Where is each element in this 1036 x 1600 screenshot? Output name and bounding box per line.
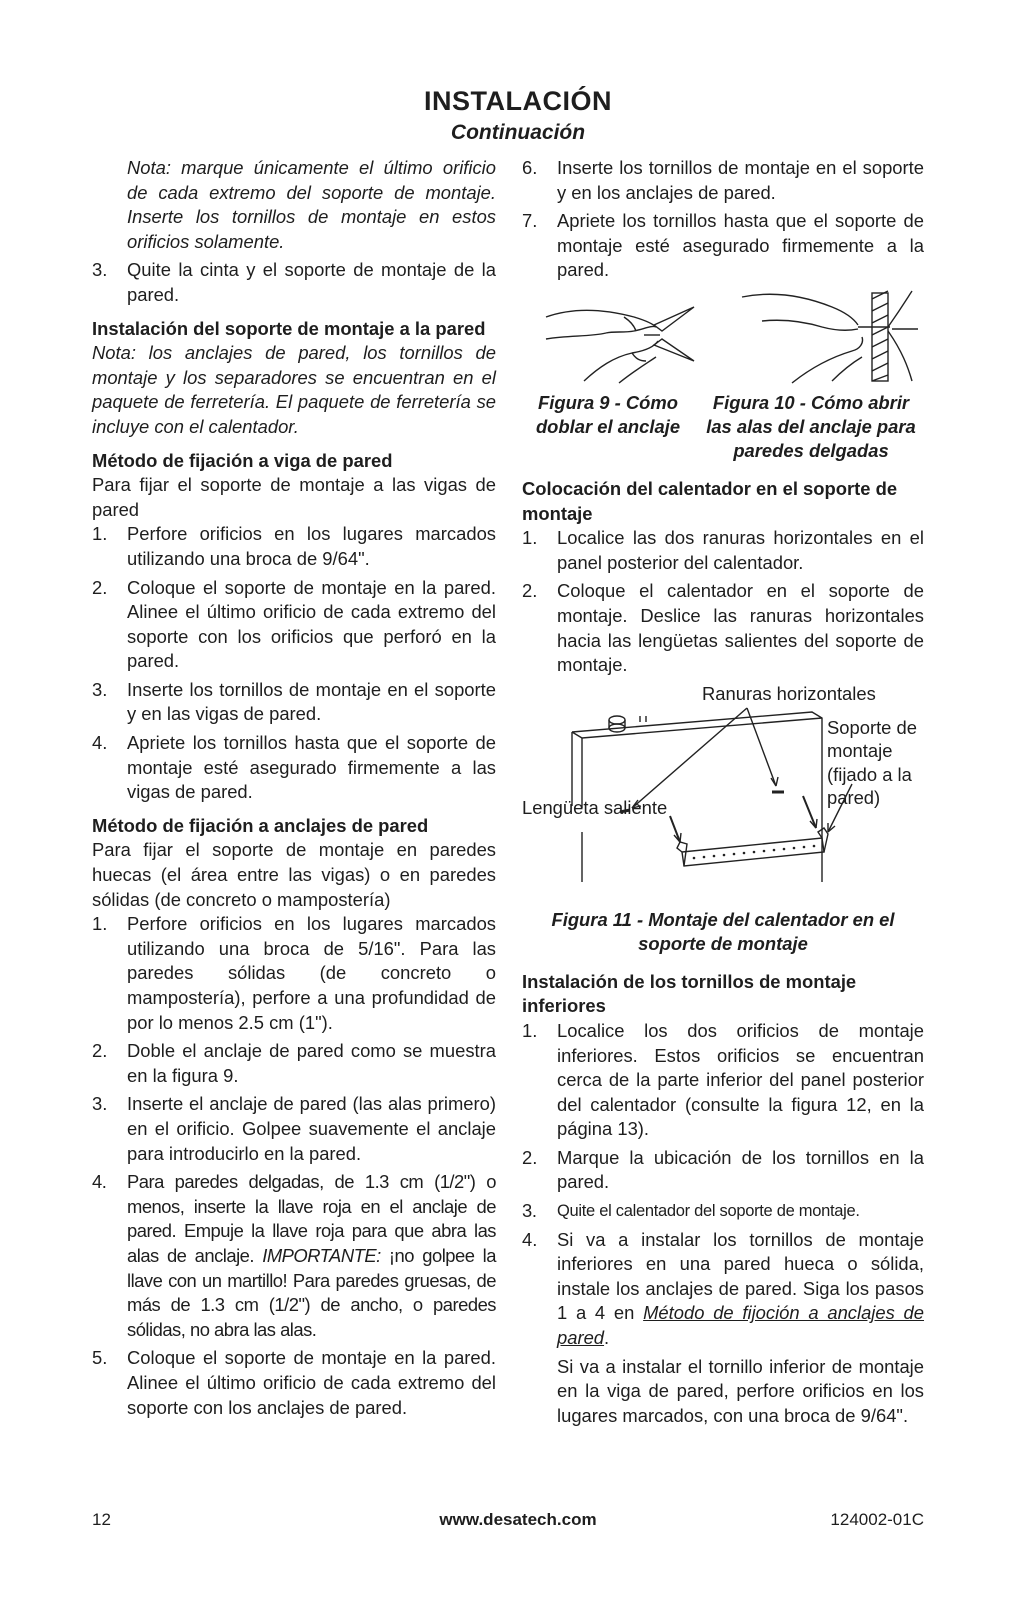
list-item: 3. Inserte el anclaje de pared (las alas primero) en el orificio. Golpee suavemente el anclaje para introducirlo en la pared. (92, 1093, 496, 1164)
document-code: 124002-01C (830, 1510, 924, 1529)
list-item: 1. Perfore orificios en los lugares marcados utilizando una broca de 9/64". (92, 523, 496, 569)
cross-reference-link[interactable]: Método de fijoción a anclajes de pared (557, 1302, 925, 1349)
list-item: 7. Apriete los tornillos hasta que el soporte de montaje esté asegurado firmemente a la pared. (522, 210, 924, 281)
fig11-illustration (522, 682, 924, 908)
fig9-illustration (544, 287, 724, 387)
list-item: 3. Inserte los tornillos de montaje en el soporte y en las vigas de pared. (92, 678, 496, 725)
list-item: 2. Doble el anclaje de pared como se muestra en la figura 9. (92, 1040, 496, 1086)
page-number: 12 (92, 1510, 111, 1529)
list-item: 3. Quite el calentador del soporte de montaje. (522, 1200, 860, 1222)
intro-paragraph: Para fijar el soporte de montaje en paredes huecas (el área entre las vigas) o en paredes sólidas (de concreto o mampostería) (92, 839, 496, 910)
steps-list (522, 1019, 924, 1429)
list-item: 2. Coloque el calentador en el soporte de montaje. Deslice las ranuras horizontales hacia las lengüetas salientes del soporte de montaje. (522, 580, 924, 676)
section-heading: Método de fijación a viga de pared (92, 449, 393, 471)
step4-second-paragraph: Si va a instalar el tornillo inferior de montaje en la viga de pared, perfore orificios en los lugares marcados, con una broca de 9/64". (557, 1355, 924, 1426)
section-heading: Instalación de los tornillos de montaje inferiores (522, 970, 857, 1017)
label-soporte: Soporte de montaje (fijado a la pared) (827, 716, 917, 809)
fig10-caption: Figura 10 - Cómo abrir las alas del anclaje para paredes delgadas (706, 391, 916, 461)
section-heading: Instalación del soporte de montaje a la pared (92, 317, 486, 339)
steps-list (92, 522, 496, 805)
list-item: 2. Marque la ubicación de los tornillos en la pared. (522, 1146, 924, 1193)
fig11-caption: Figura 11 - Montaje del calentador en el soporte de montaje (551, 908, 895, 954)
steps-list (522, 156, 924, 283)
list-item: 4. Apriete los tornillos hasta que el soporte de montaje esté asegurado firmemente a las vigas de pared. (92, 732, 496, 803)
steps-list (522, 526, 924, 678)
list-item: 6. Inserte los tornillos de montaje en el soporte y en los anclajes de pared. (522, 157, 924, 203)
list-item: 1. Perfore orificios en los lugares marcados utilizando una broca de 5/16". Para las paredes sólidas (de concreto o mampostería), perfore a una profundidad de por lo menos 2.5 cm (1"). (92, 913, 496, 1033)
list-item: 1. Localice las dos ranuras horizontales en el panel posterior del calentador. (522, 527, 924, 573)
fig10-illustration (722, 287, 922, 387)
list-item: 4. Si va a instalar los tornillos de montaje inferiores en una pared hueca o sólida, instale los anclajes de pared. Siga los pasos 1 a 4 en Método de fijoción a anclajes de pared. Si va a instalar el tornillo inferior de montaje en la viga de pared, perfore orificios en los lugares marcados, con una broca de 9/64". (522, 1228, 924, 1429)
note-paragraph: Nota: marque únicamente el último orificio de cada extremo del soporte de montaje. Inserte los tornillos de montaje en estos orificios solamente. (127, 157, 496, 252)
label-ranuras: Ranuras horizontales (702, 682, 876, 704)
list-item: 4. Para paredes delgadas, de 1.3 cm (1/2") o menos, inserte la llave roja en el anclaje de pared. Empuje la llave roja para que abra las alas de anclaje. IMPORTANTE: ¡no golpee la llave con un martillo! Para paredes gruesas, de más de 1.3 cm (1/2") de ancho, o paredes sólidas, no abra las alas. (92, 1171, 496, 1340)
fig9-caption: Figura 9 - Cómo doblar el anclaje (535, 391, 681, 437)
list-item: 1. Localice los dos orificios de montaje inferiores. Estos orificios se encuentran cerca de la parte inferior del panel posterior del calentador (consulte la figura 12, en la página 13). (522, 1019, 924, 1140)
list-item: 3. Quite la cinta y el soporte de montaje de la pared. (92, 259, 496, 305)
figures-9-10 (522, 287, 924, 468)
note-paragraph: Nota: los anclajes de pared, los tornillos de montaje y los separadores se encuentran en el paquete de ferretería. El paquete de ferretería se incluye con el calentador. (92, 342, 496, 437)
page-subtitle: Continuación (450, 121, 586, 144)
intro-paragraph: Para fijar el soporte de montaje a las vigas de pared (92, 474, 496, 520)
steps-list (92, 912, 496, 1420)
page-title: INSTALACIÓN (424, 86, 612, 116)
footer-website: www.desatech.com (439, 1510, 597, 1529)
list-item: 5. Coloque el soporte de montaje en la pared. Alinee el último orificio de cada extremo del soporte con los anclajes de pared. (92, 1347, 496, 1418)
section-heading: Colocación del calentador en el soporte de montaje (522, 477, 898, 524)
section-heading: Método de fijación a anclajes de pared (92, 814, 429, 836)
fig11-figure (522, 682, 924, 908)
right-column (522, 156, 924, 1432)
label-lengueta: Lengüeta saliente (522, 796, 668, 818)
list-item: 2. Coloque el soporte de montaje en la pared. Alinee el último orificio de cada extremo del soporte con los orificios que perforó en la pared. (92, 576, 496, 672)
left-column (92, 156, 496, 1424)
